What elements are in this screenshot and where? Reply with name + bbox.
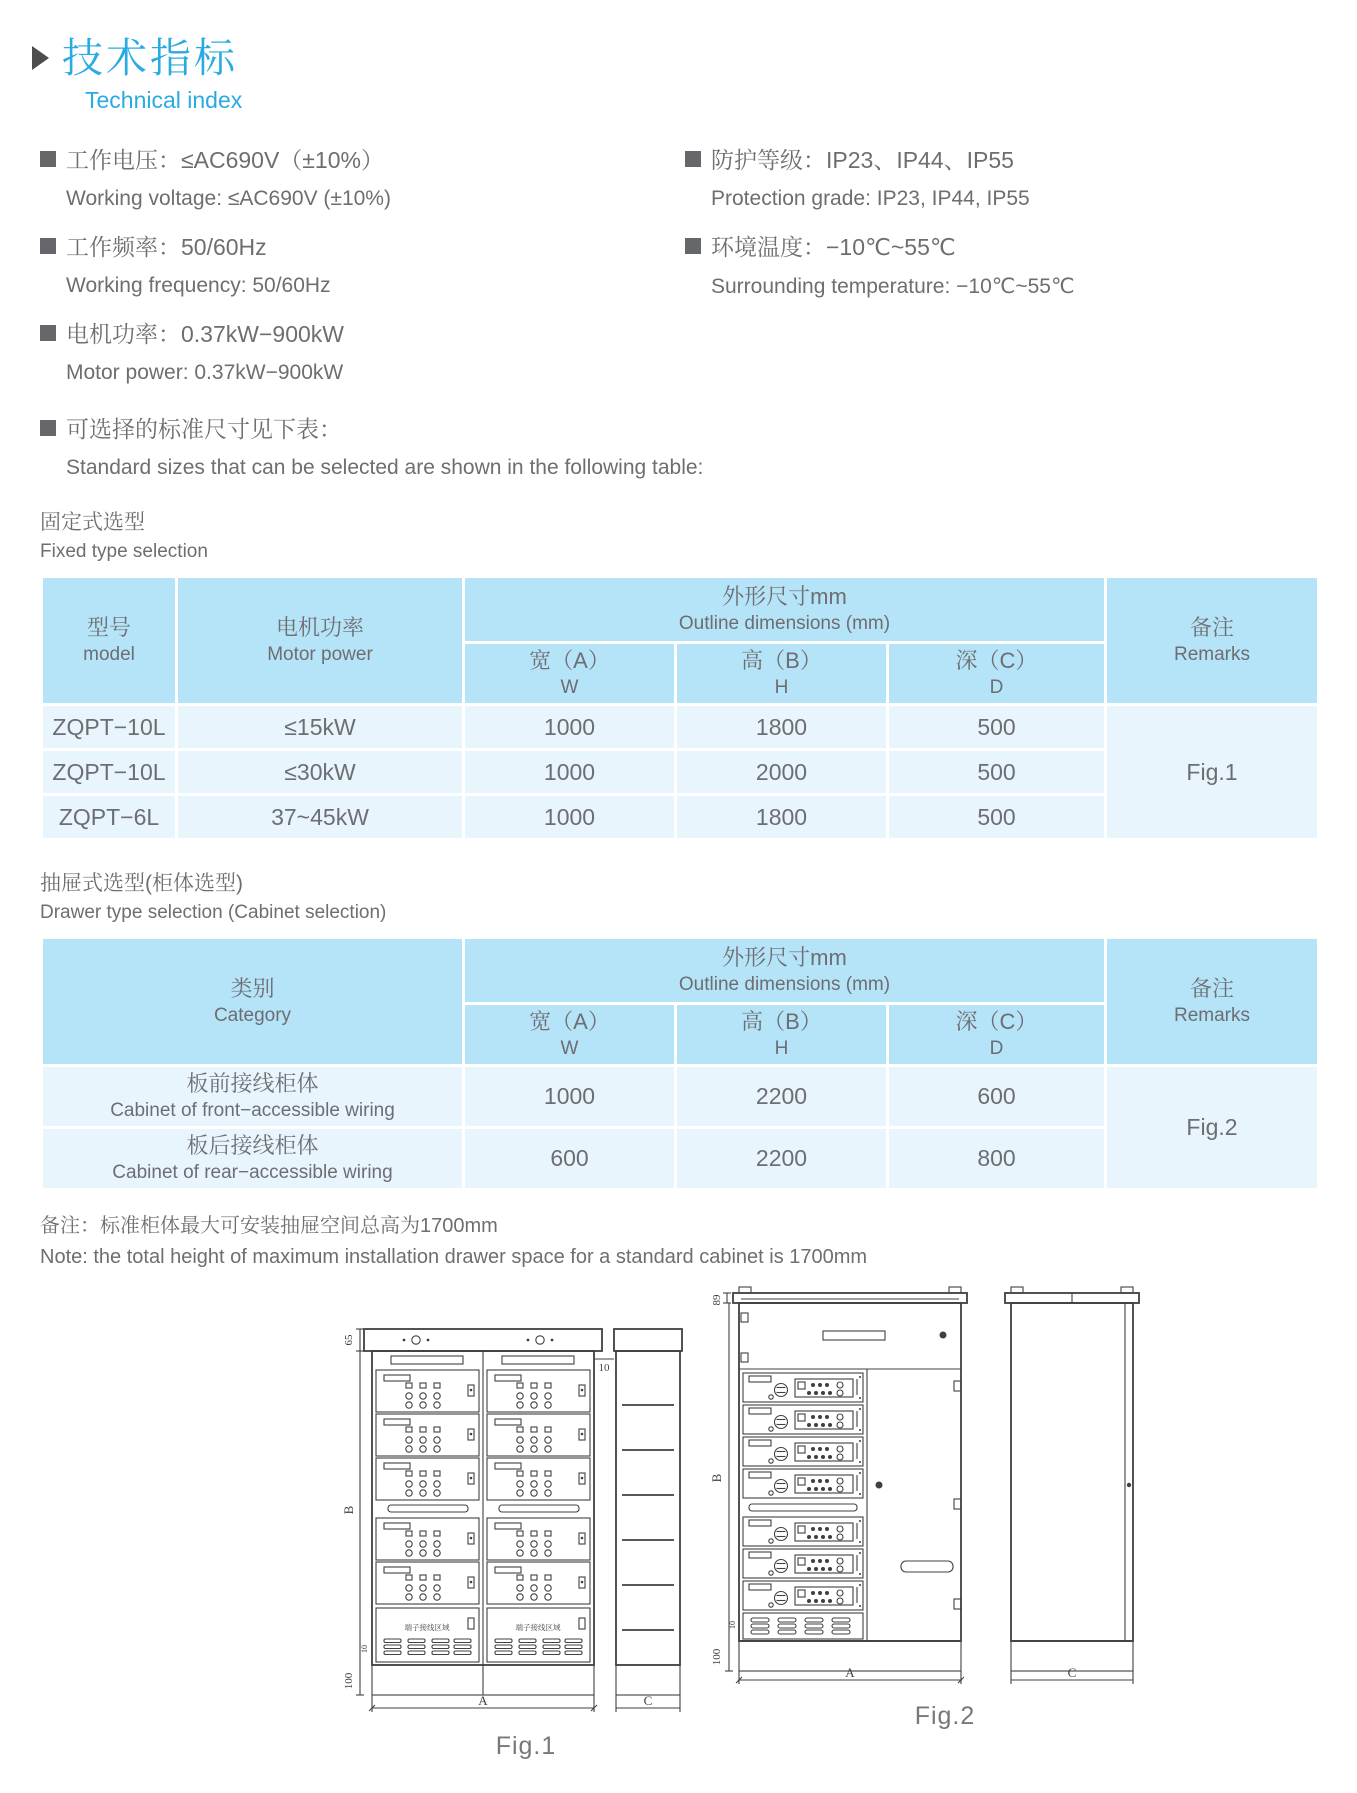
remark-cell: Fig.1 <box>1106 705 1319 840</box>
page-header <box>32 36 1317 114</box>
fig1-drawing <box>340 1315 712 1723</box>
fig2-side-view <box>1005 1287 1139 1684</box>
col-header-category <box>42 938 464 1066</box>
col-header-model <box>42 577 177 705</box>
drawer-type-table <box>40 936 1320 1191</box>
col-header-remarks <box>1106 938 1319 1066</box>
spec-column-left <box>40 140 685 403</box>
dim-label-A: A <box>478 1693 488 1709</box>
header-en: W <box>560 1038 579 1060</box>
spec-cn-text: 可选择的标准尺寸见下表： <box>66 416 342 443</box>
dim-label-C: C <box>643 1693 653 1709</box>
model-cell: ZQPT−6L <box>42 795 177 840</box>
dim-label-100: 100 <box>711 1648 723 1666</box>
dim-label-10-top: 10 <box>598 1362 610 1375</box>
bullet-square-icon <box>40 325 56 341</box>
spec-en-text: Motor power: 0.37kW−900kW <box>66 361 344 385</box>
bullet-square-icon <box>40 420 56 436</box>
col-header-outline-dimensions <box>464 938 1106 1004</box>
spec-cn-text: 工作频率：50/60Hz <box>66 234 267 261</box>
category-cn: 板后接线柜体 <box>186 1132 319 1158</box>
header-en: H <box>774 677 789 699</box>
terminal-area-label: 端子接线区域 <box>515 1623 561 1633</box>
spec-item-standard-sizes <box>40 411 1317 480</box>
width-cell: 1000 <box>464 795 676 840</box>
model-cell: ZQPT−10L <box>42 705 177 750</box>
dim-label-65: 65 <box>343 1334 355 1346</box>
model-cell: ZQPT−10L <box>42 750 177 795</box>
drawer-type-section-label <box>40 867 1317 924</box>
header-en: Outline dimensions (mm) <box>678 613 891 635</box>
bullet-square-icon <box>685 151 701 167</box>
spec-item-protection-grade <box>685 142 1317 211</box>
figures-area <box>40 1273 1317 1793</box>
page-title-en: Technical index <box>85 87 243 114</box>
bullet-square-icon <box>40 151 56 167</box>
fig1-front-view <box>364 1329 602 1695</box>
col-header-outline-dimensions <box>464 577 1106 643</box>
fig1-side-view <box>614 1329 682 1712</box>
fig2-front-view <box>733 1287 967 1671</box>
header-cn: 深（C） <box>955 647 1038 673</box>
width-cell: 1000 <box>464 750 676 795</box>
fixed-type-section-label <box>40 506 1317 563</box>
dim-label-10-bottom: 10 <box>360 1645 369 1654</box>
figure-2 <box>705 1273 1185 1731</box>
header-en: Motor power <box>267 644 373 666</box>
height-cell: 2000 <box>676 750 888 795</box>
power-cell: ≤15kW <box>177 705 464 750</box>
header-cn: 深（C） <box>955 1008 1038 1034</box>
category-en: Cabinet of rear−accessible wiring <box>112 1162 393 1184</box>
spec-cn-text: 工作电压：≤AC690V（±10%） <box>66 147 384 174</box>
figure-1-caption: Fig.1 <box>495 1732 557 1761</box>
figure-1 <box>340 1315 712 1761</box>
header-cn: 外形尺寸mm <box>722 944 847 970</box>
dim-label-10: 10 <box>728 1621 737 1630</box>
header-cn: 高（B） <box>741 647 822 673</box>
height-cell: 1800 <box>676 705 888 750</box>
category-cell <box>42 1128 464 1190</box>
depth-cell: 500 <box>888 795 1106 840</box>
header-en: Category <box>213 1005 292 1027</box>
header-en: D <box>989 677 1004 699</box>
col-header-width <box>464 1004 676 1066</box>
spec-cn-text: 环境温度：−10℃~55℃ <box>711 234 956 261</box>
dim-label-C: C <box>1067 1665 1077 1681</box>
height-cell: 2200 <box>676 1066 888 1128</box>
spec-cn-text: 防护等级：IP23、IP44、IP55 <box>711 147 1014 174</box>
section-label-en: Fixed type selection <box>40 541 208 563</box>
fixed-type-table <box>40 575 1320 841</box>
width-cell: 600 <box>464 1128 676 1190</box>
table-row <box>42 1066 1319 1128</box>
header-cn: 备注 <box>1189 614 1234 640</box>
bullet-square-icon <box>40 238 56 254</box>
header-cn: 备注 <box>1189 975 1234 1001</box>
spec-en-text: Surrounding temperature: −10℃~55℃ <box>711 275 1075 299</box>
col-header-depth <box>888 1004 1106 1066</box>
col-header-remarks <box>1106 577 1319 705</box>
spec-en-text: Working voltage: ≤AC690V (±10%) <box>66 187 391 211</box>
header-cn: 宽（A） <box>529 1008 610 1034</box>
height-cell: 2200 <box>676 1128 888 1190</box>
section-arrow-icon <box>32 46 49 70</box>
note-cn: 备注：标准柜体最大可安装抽屉空间总高为1700mm <box>40 1215 498 1238</box>
fig2-drawing <box>705 1273 1185 1693</box>
category-cell <box>42 1066 464 1128</box>
spec-item-motor-power <box>40 316 685 385</box>
section-label-cn: 抽屉式选型(柜体选型) <box>40 872 243 896</box>
depth-cell: 500 <box>888 705 1106 750</box>
depth-cell: 600 <box>888 1066 1106 1128</box>
dim-label-100: 100 <box>343 1672 355 1690</box>
dim-label-B: B <box>709 1473 724 1483</box>
spec-en-text: Working frequency: 50/60Hz <box>66 274 331 298</box>
col-header-width <box>464 643 676 705</box>
power-cell: 37~45kW <box>177 795 464 840</box>
category-cn: 板前接线柜体 <box>186 1070 319 1096</box>
dim-label-89: 89 <box>711 1294 723 1306</box>
header-en: Remarks <box>1173 644 1250 666</box>
remark-cell: Fig.2 <box>1106 1066 1319 1190</box>
width-cell: 1000 <box>464 705 676 750</box>
bullet-square-icon <box>685 238 701 254</box>
spec-column-right <box>685 140 1317 403</box>
header-cn: 外形尺寸mm <box>722 583 847 609</box>
spec-item-working-frequency <box>40 229 685 298</box>
section-label-en: Drawer type selection (Cabinet selection) <box>40 902 387 924</box>
depth-cell: 800 <box>888 1128 1106 1190</box>
spec-en-text: Standard sizes that can be selected are shown in the following table: <box>66 456 704 480</box>
category-en: Cabinet of front−accessible wiring <box>110 1100 395 1122</box>
terminal-area-label: 端子接线区域 <box>404 1623 450 1633</box>
header-en: W <box>560 677 579 699</box>
width-cell: 1000 <box>464 1066 676 1128</box>
dim-label-B: B <box>341 1505 356 1515</box>
power-cell: ≤30kW <box>177 750 464 795</box>
spec-cn-text: 电机功率：0.37kW−900kW <box>66 321 344 348</box>
dim-label-A: A <box>845 1665 855 1681</box>
section-label-cn: 固定式选型 <box>40 511 145 535</box>
height-cell: 1800 <box>676 795 888 840</box>
header-cn: 型号 <box>86 614 131 640</box>
spec-en-text: Protection grade: IP23, IP44, IP55 <box>711 187 1030 211</box>
header-en: D <box>989 1038 1004 1060</box>
col-header-height <box>676 643 888 705</box>
spec-list <box>40 140 1317 403</box>
spec-item-working-voltage <box>40 142 685 211</box>
col-header-depth <box>888 643 1106 705</box>
header-en: Outline dimensions (mm) <box>678 974 891 996</box>
col-header-height <box>676 1004 888 1066</box>
header-en: H <box>774 1038 789 1060</box>
depth-cell: 500 <box>888 750 1106 795</box>
spec-item-surrounding-temperature <box>685 229 1317 299</box>
figure-2-caption: Fig.2 <box>914 1702 976 1731</box>
header-cn: 高（B） <box>741 1008 822 1034</box>
header-cn: 宽（A） <box>529 647 610 673</box>
header-en: Remarks <box>1173 1005 1250 1027</box>
page-title: 技术指标 <box>62 35 238 81</box>
header-en: model <box>83 644 135 666</box>
note-en: Note: the total height of maximum installation drawer space for a standard cabinet is 1700mm <box>40 1246 868 1269</box>
table-row <box>42 705 1319 750</box>
col-header-motor-power <box>177 577 464 705</box>
header-cn: 类别 <box>230 975 275 1001</box>
header-cn: 电机功率 <box>275 614 364 640</box>
